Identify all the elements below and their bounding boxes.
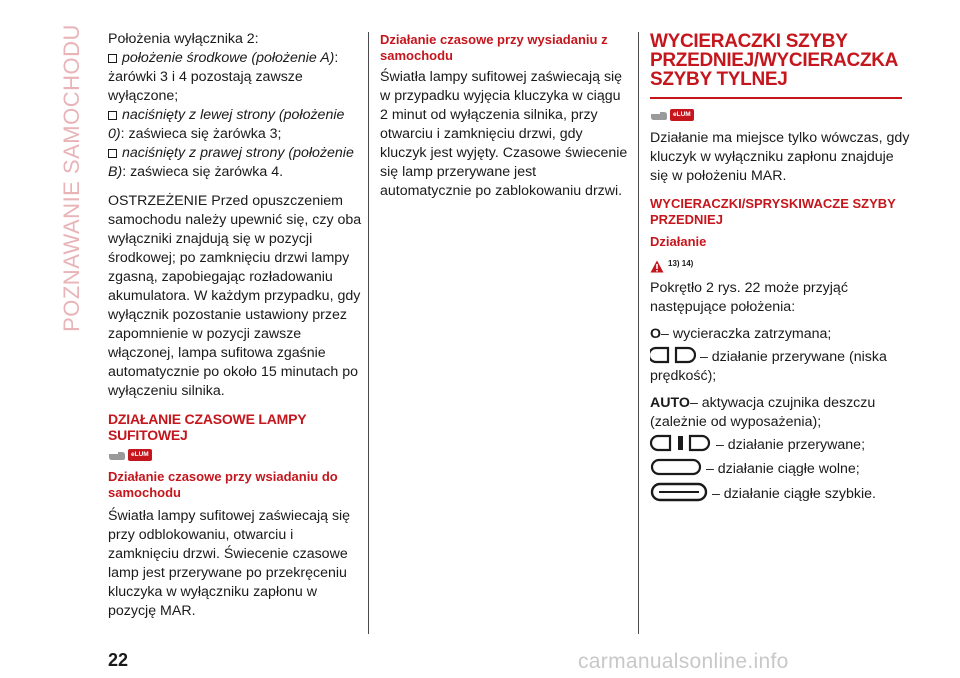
checkbox-bullet-icon	[108, 149, 117, 158]
section-heading-timed-lamp: DZIAŁANIE CZASOWE LAMPY SUFITOWEJ	[108, 411, 307, 443]
subheading-operation: Działanie	[650, 234, 707, 249]
watermark: carmanualsonline.info	[578, 650, 789, 673]
positions-intro: Położenia wyłącznika 2:	[108, 31, 259, 47]
side-tab-label: POZNAWANIE SAMOCHODU	[59, 24, 85, 332]
wiper-intermittent-icon	[650, 434, 712, 452]
subheading-entering: Działanie czasowe przy wsiadaniu do samochodu	[108, 469, 338, 500]
subheading-exiting: Działanie czasowe przy wysiadaniu z samochodu	[380, 32, 608, 63]
checkbox-bullet-icon	[108, 111, 117, 120]
position-item-a: położenie środkowe (położenie A): żarówki 3 i 4 pozostają zawsze wyłączone;	[108, 50, 339, 104]
column-divider-1	[368, 32, 369, 634]
warning-paragraph: OSTRZEŻENIE Przed opuszczeniem samochodu należy upewnić się, czy oba wyłączniki znajdują się w pozycji środkowej; po zamknięciu drzwi lampy zgasną, zapobiegając rozładowaniu akumulatora. W każdym przypadku, gdy wyłącznik pozostanie ustawiony przez zapomnienie w pozycji zawsze włączonej, lampa sufitowa zgaśnie automatycznie po około 15 minutach po wyłączeniu silnika.	[108, 193, 362, 399]
position-intermittent-slow: – działanie przerywane (niska prędkość);	[650, 346, 910, 386]
position-continuous-fast: – działanie ciągłe szybkie.	[650, 482, 910, 504]
elum-marker	[108, 449, 362, 461]
column-divider-2	[638, 32, 639, 634]
position-continuous-slow: – działanie ciągłe wolne;	[650, 458, 910, 479]
subheading-front-wipers: WYCIERACZKI/SPRYSKIWACZE SZYBY PRZEDNIEJ	[650, 196, 896, 227]
checkbox-bullet-icon	[108, 54, 117, 63]
column-2	[380, 30, 630, 201]
warning-refs: 13) 14)	[668, 259, 694, 268]
page-number: 22	[108, 650, 129, 670]
entering-body: Światła lampy sufitowej zaświecają się przy odblokowaniu, otwarciu i zamknięciu drzwi. Świecenie czasowe lamp jest przerywane po przekręceniu kluczyka w wyłączniku zapłonu w pozycję MAR.	[108, 508, 351, 619]
position-item-0: naciśnięty z lewej strony (położenie 0): zaświeca się żarówka 3;	[108, 107, 345, 142]
elum-badge: eLUM	[128, 449, 152, 461]
pointing-hand-icon	[108, 449, 126, 461]
warning-triangle-icon	[650, 260, 664, 273]
pointing-hand-icon	[650, 109, 668, 121]
side-tab	[52, 24, 92, 332]
position-o: O– wycieraczka zatrzymana;	[650, 326, 832, 342]
column-3	[650, 30, 910, 504]
position-auto: AUTO– aktywacja czujnika deszczu (zależnie od wyposażenia);	[650, 395, 876, 430]
wiper-intermittent-slow-icon	[650, 346, 696, 364]
heading-rule	[650, 97, 902, 99]
wipers-intro: Działanie ma miejsce tylko wówczas, gdy kluczyk w wyłączniku zapłonu znajduje się w położeniu MAR.	[650, 130, 910, 184]
position-intermittent: – działanie przerywane;	[650, 434, 910, 455]
elum-marker	[650, 109, 910, 121]
elum-badge: eLUM	[670, 109, 694, 121]
knob-intro: Pokrętło 2 rys. 22 może przyjąć następujące położenia:	[650, 280, 848, 315]
position-item-b: naciśnięty z prawej strony (położenie B): zaświeca się żarówka 4.	[108, 145, 354, 180]
wiper-continuous-fast-icon	[650, 482, 708, 502]
warning-reference	[650, 254, 910, 273]
wiper-continuous-slow-icon	[650, 458, 702, 476]
section-heading-wipers: WYCIERACZKI SZYBY PRZEDNIEJ/WYCIERACZKA SZYBY TYLNEJ	[650, 31, 898, 90]
exiting-body: Światła lampy sufitowej zaświecają się w przypadku wyjęcia kluczyka w ciągu 2 minut od wyłączenia silnika, przy otwarciu i zamknięciu drzwi, gdy kluczyk jest wyjęty. Czasowe świecenie się lamp przerywane jest automatycznie po zablokowaniu drzwi.	[380, 69, 628, 199]
column-1	[108, 30, 362, 621]
